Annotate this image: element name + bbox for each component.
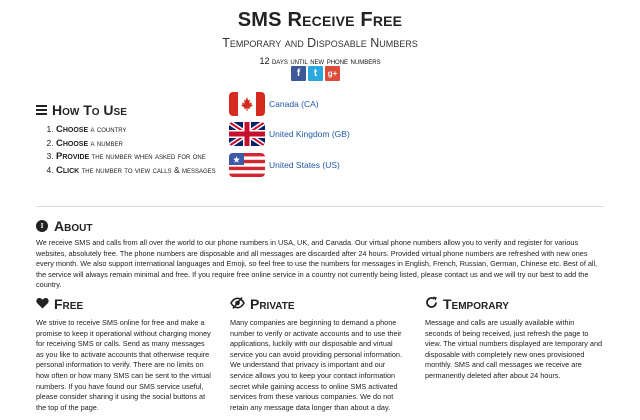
free-heading xyxy=(36,296,83,312)
section-divider xyxy=(36,206,604,207)
how-to-step xyxy=(56,164,236,178)
step-verb: Choose xyxy=(56,124,89,135)
temporary-label: Temporary xyxy=(443,296,509,312)
country-link-united-states[interactable] xyxy=(229,153,340,177)
country-link-united-kingdom[interactable] xyxy=(229,122,350,146)
free-text: We strive to receive SMS online for free and make a promise to keep it operational without charging money for receiving SMS or calls. Send as many messages as you like to activate accounts that otherwise require personal information to verify. There are no limits on how often or how many SMS can be sent to the virtual numbers. If you have found our SMS service useful, please consider sharing it using the social buttons at the top of the page. xyxy=(36,318,211,412)
country-label[interactable]: United Kingdom (GB) xyxy=(269,129,350,139)
canada-flag-icon xyxy=(229,92,265,116)
how-to-step xyxy=(56,150,236,164)
how-to-use-steps xyxy=(44,123,236,177)
temporary-text: Message and calls are usually available within seconds of being received, just refresh the page to view. The virtual numbers displayed are temporary and disposable with completely new ones provisioned monthly. SMS and call messages we receive are permanently deleted after about 24 hours. xyxy=(425,318,603,380)
site-title: SMS Receive Free xyxy=(237,9,403,31)
list-icon xyxy=(36,105,47,115)
country-label[interactable]: United States (US) xyxy=(269,160,340,170)
uk-flag-icon xyxy=(229,122,265,146)
private-heading xyxy=(230,296,295,312)
step-text: a country xyxy=(88,124,127,134)
countdown-text: 12 days until new phone numbers xyxy=(259,56,381,66)
refresh-icon xyxy=(425,296,438,312)
twitter-share-button[interactable]: t xyxy=(308,66,323,81)
heart-icon xyxy=(36,296,49,312)
google-plus-share-button[interactable]: g+ xyxy=(325,66,340,81)
country-link-canada[interactable] xyxy=(229,92,319,116)
us-flag-icon xyxy=(229,153,265,177)
about-heading xyxy=(36,218,92,234)
step-text: the number when asked for one xyxy=(89,151,206,161)
about-text: We receive SMS and calls from all over the world to our phone numbers in USA, UK, and Canada. Our virtual phone numbers allow you to verify and register for various websites, absolutely free. The phone numbers are disposable and all messages are discarded after 24 hours. Provided virtual phone numbers are refreshed with new ones every month. We also support international languages and Emoji, so feel free to use the numbers for messages in English, French, Russian, German, Chinese etc. Best of all, the service will always remain minimal and free. If you require free online service in a country not currently being listed, please contact us and we will try our best to add the country. xyxy=(36,238,598,290)
eye-slash-icon xyxy=(230,296,245,312)
private-label: Private xyxy=(250,296,295,312)
step-text: the number to view calls & messages xyxy=(79,164,216,175)
site-subtitle: Temporary and Disposable Numbers xyxy=(222,36,418,50)
how-to-step xyxy=(56,123,236,137)
step-verb: Choose xyxy=(56,137,89,149)
step-verb: Provide xyxy=(56,151,90,162)
social-buttons xyxy=(291,66,340,82)
how-to-use-label: How To Use xyxy=(52,102,127,118)
step-text: a number xyxy=(88,137,123,148)
about-label: About xyxy=(54,218,93,234)
country-label[interactable]: Canada (CA) xyxy=(269,99,319,109)
free-label: Free xyxy=(54,296,84,312)
how-to-step xyxy=(56,137,236,151)
step-verb: Click xyxy=(56,164,80,176)
temporary-heading xyxy=(425,296,509,312)
private-text: Many companies are beginning to demand a phone number to verify or activate accounts and to use their applications, luckily with our disposable and virtual service you can avoid providing personal information. We understand that privacy is important and our service allows you to keep your contact information secret while gaining access to online SMS activated services from these various companies. We do not retain any message data longer than about a day. xyxy=(230,318,402,412)
how-to-use-heading xyxy=(36,102,127,118)
info-icon: i xyxy=(36,220,48,232)
facebook-share-button[interactable]: f xyxy=(291,66,306,81)
